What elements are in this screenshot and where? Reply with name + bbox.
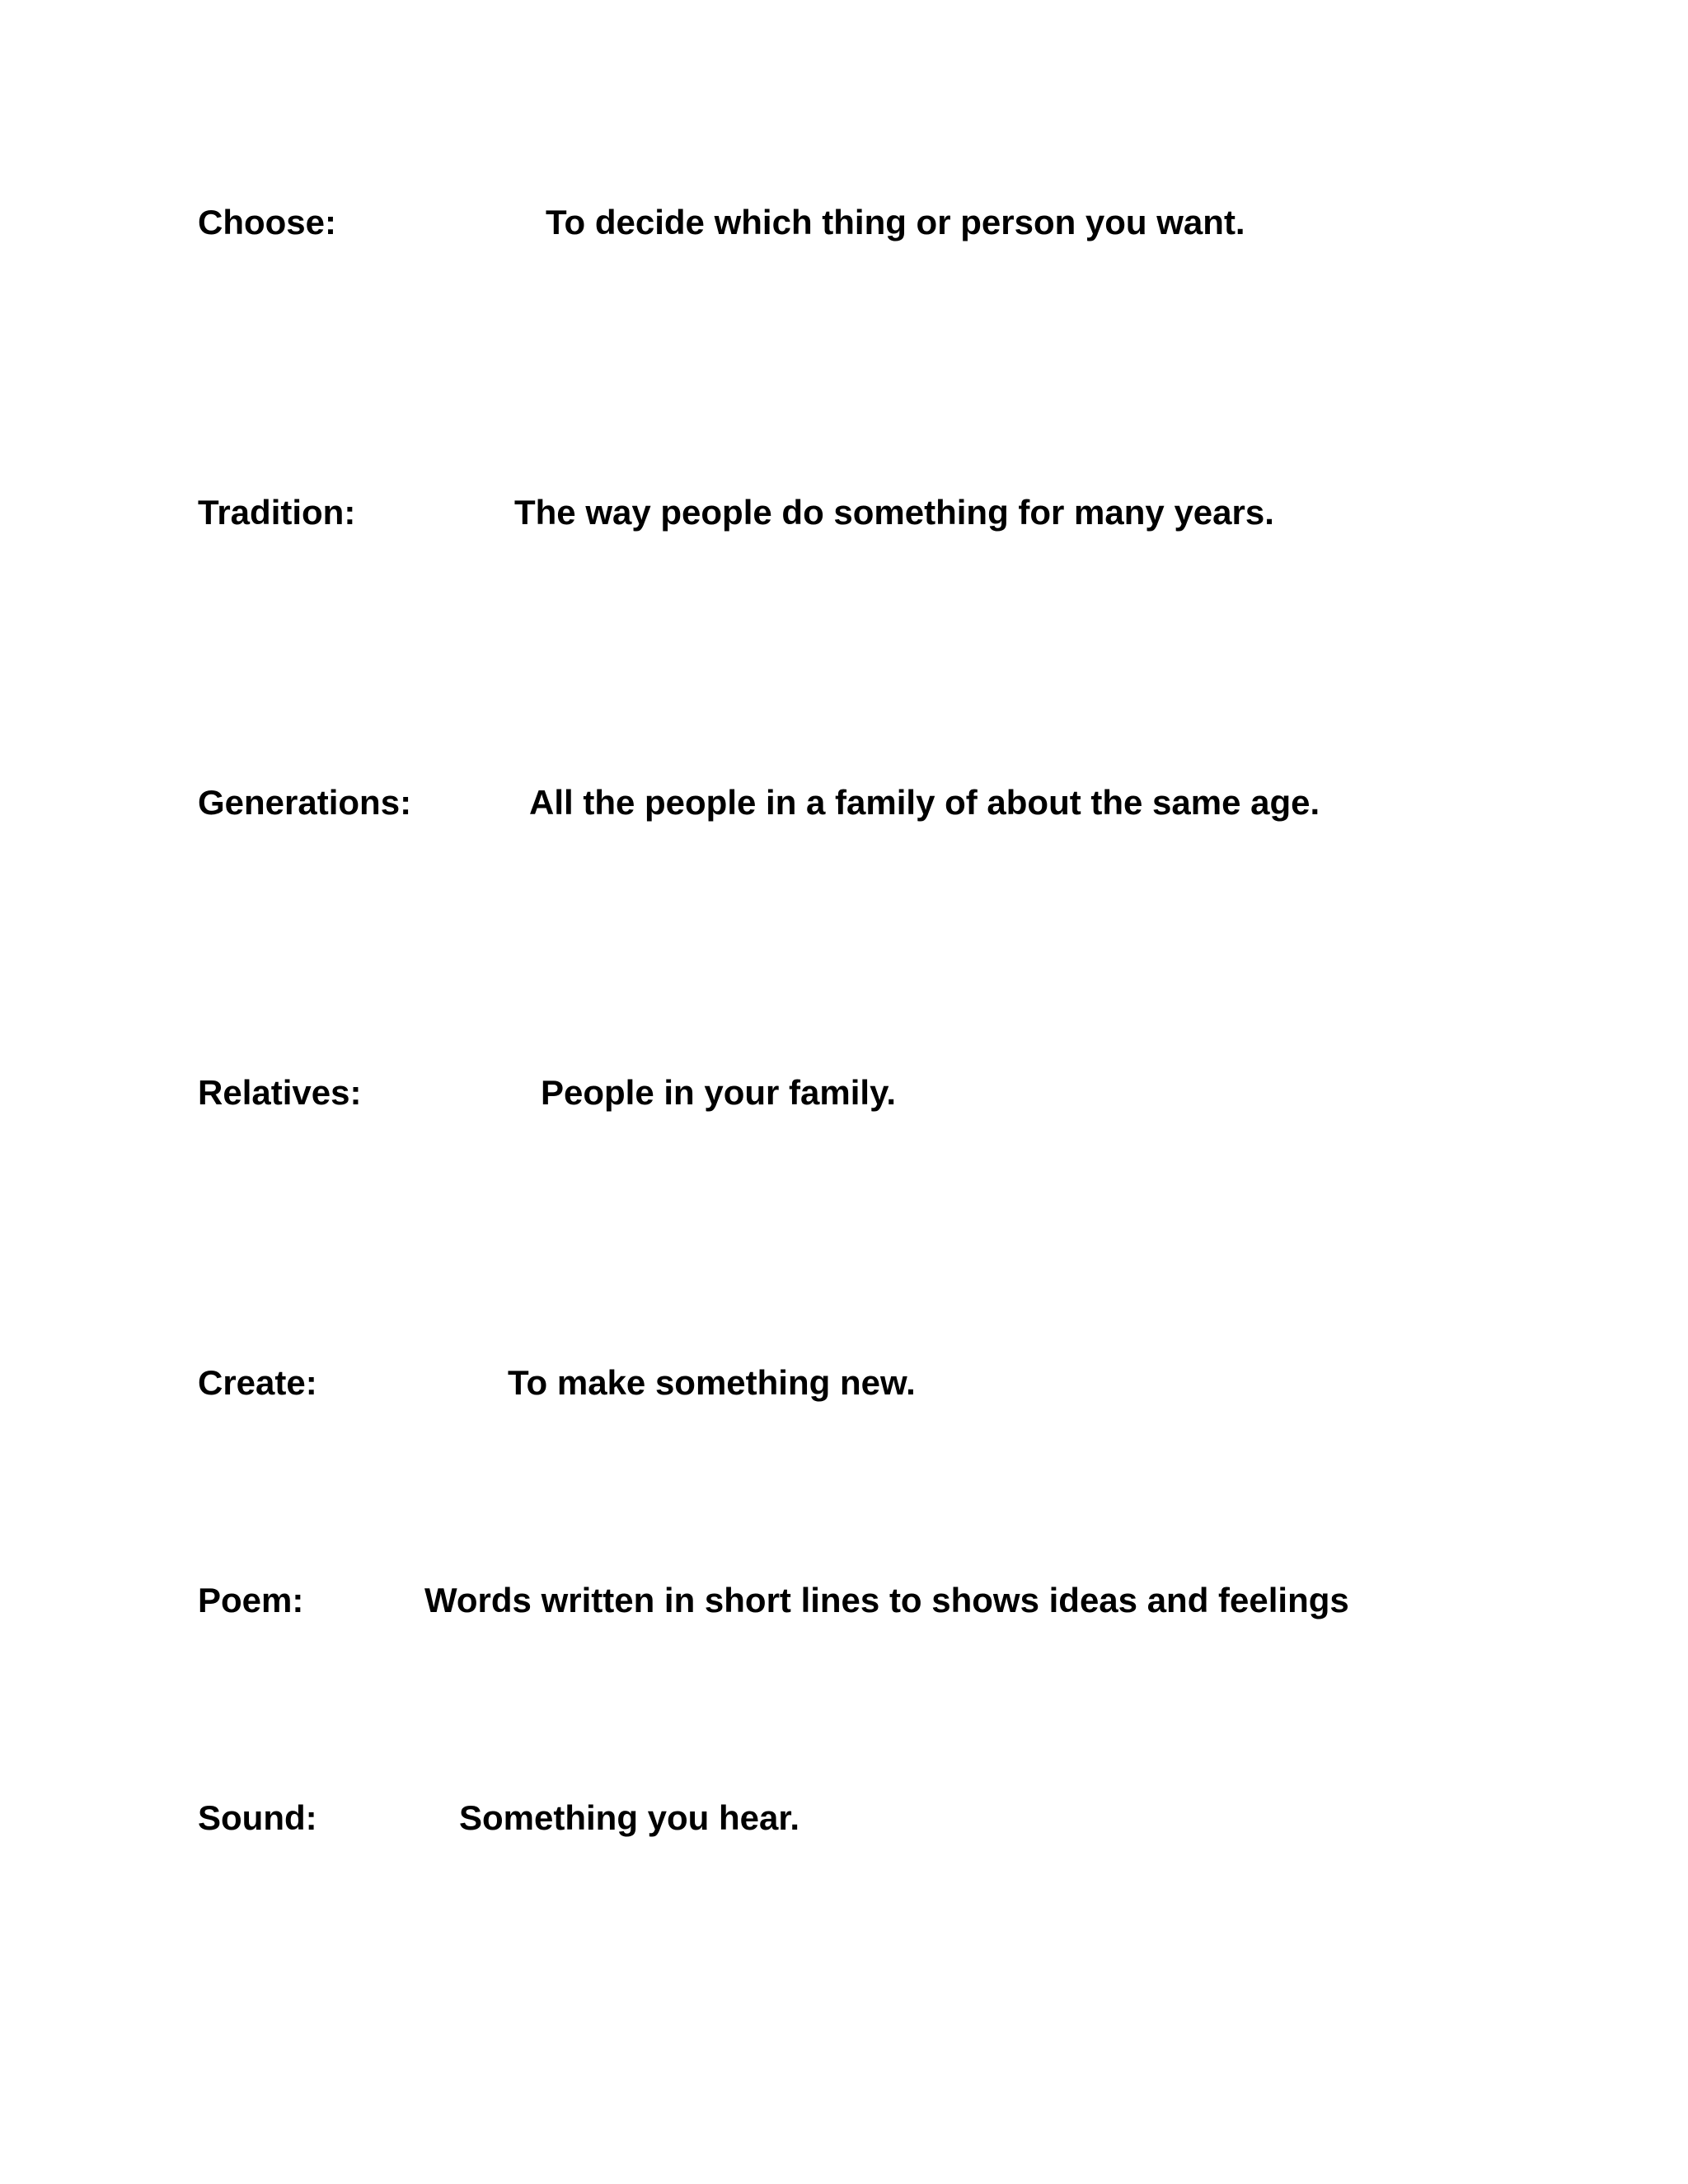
vocab-definition: All the people in a family of about the same age. — [529, 783, 1320, 822]
vocab-term: Tradition: — [198, 493, 356, 532]
vocab-term: Choose: — [198, 203, 336, 241]
vocab-term: Poem: — [198, 1581, 304, 1619]
vocab-term: Generations: — [198, 783, 412, 822]
vocab-term: Create: — [198, 1363, 317, 1402]
vocab-entry-create — [0, 1358, 1688, 1408]
vocab-definition: Something you hear. — [459, 1798, 800, 1837]
vocab-entry-tradition — [0, 488, 1688, 537]
vocab-term: Sound: — [198, 1798, 317, 1837]
vocab-entry-relatives — [0, 1068, 1688, 1118]
vocab-entry-sound — [0, 1793, 1688, 1843]
vocab-definition: The way people do something for many years. — [514, 493, 1274, 532]
vocab-definition: To make something new. — [508, 1363, 916, 1402]
vocab-entry-poem — [0, 1576, 1688, 1625]
vocab-term: Relatives: — [198, 1073, 362, 1112]
vocab-definition: To decide which thing or person you want. — [546, 203, 1245, 241]
vocab-entry-generations — [0, 778, 1688, 827]
vocab-definition: Words written in short lines to shows ideas and feelings — [424, 1581, 1349, 1619]
vocab-definition: People in your family. — [541, 1073, 896, 1112]
vocab-entry-choose — [0, 198, 1688, 247]
